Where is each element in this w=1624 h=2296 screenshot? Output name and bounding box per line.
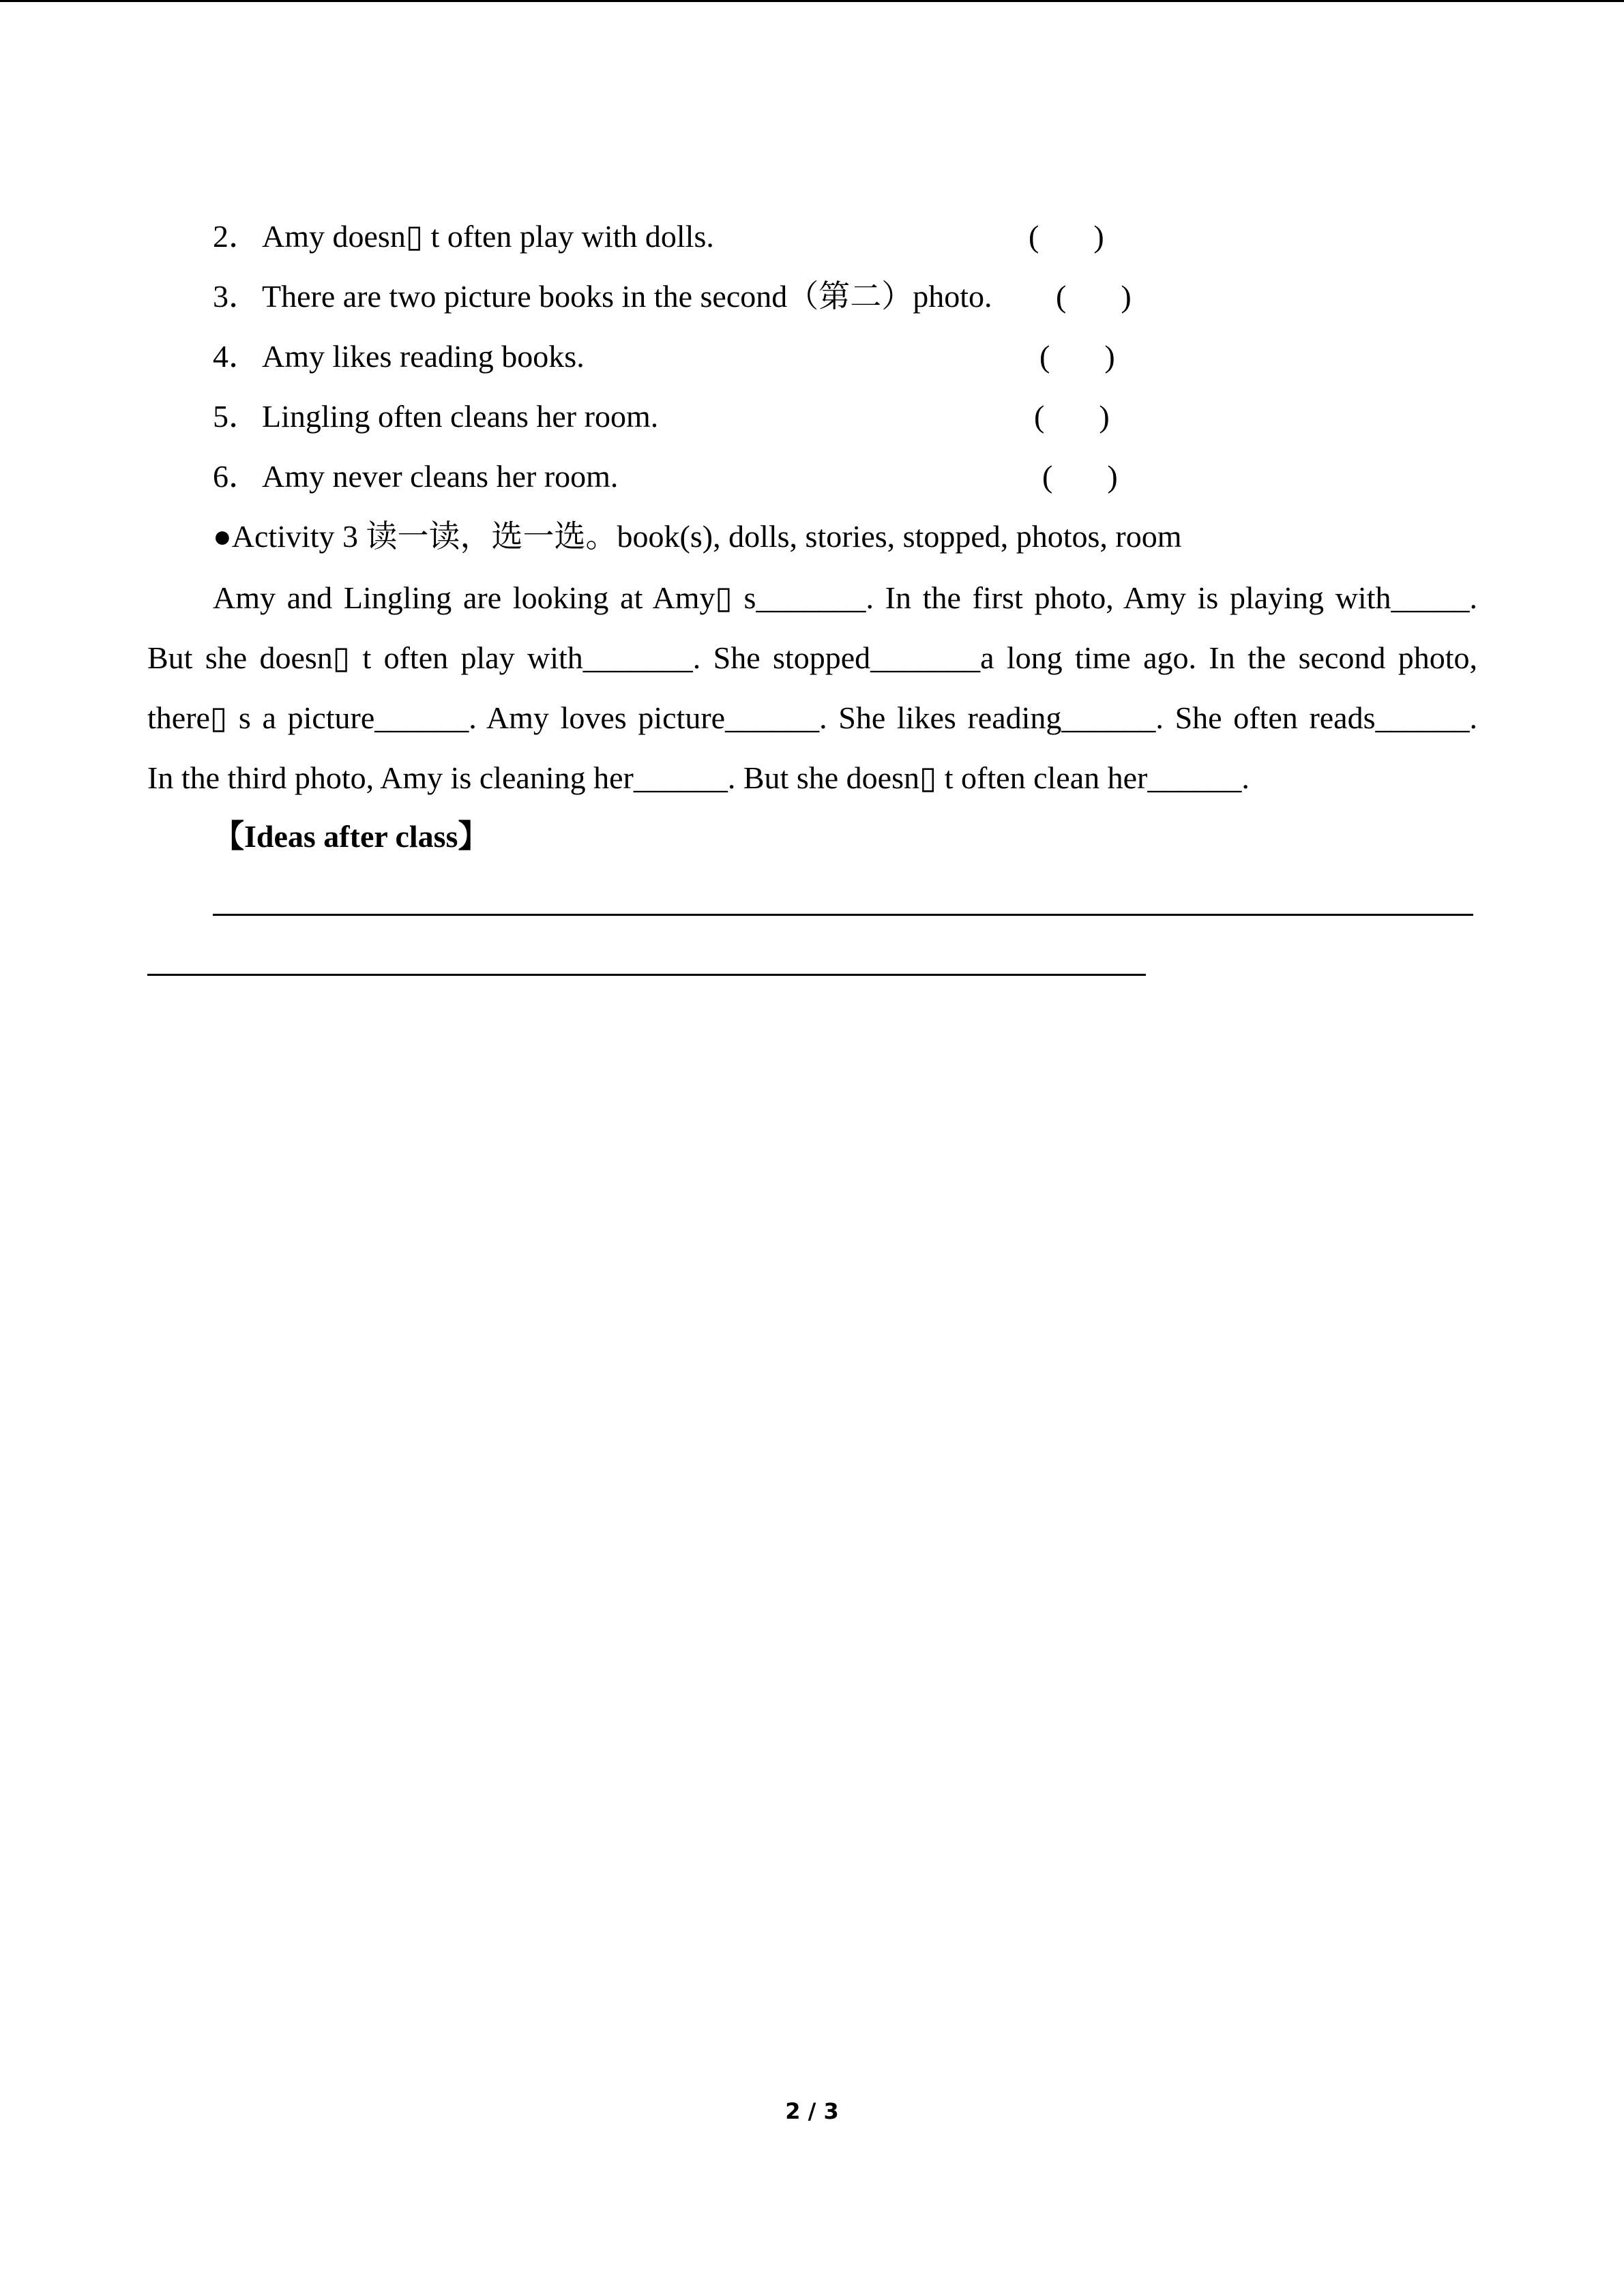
activity-3-title: ●Activity 3 读一读，选一选。book(s), dolls, stories, stopped, photos, room bbox=[213, 519, 1182, 554]
question-text: Amy doesn▯ t often play with dolls. bbox=[262, 219, 714, 254]
page-number: 2 / 3 bbox=[785, 2098, 839, 2124]
question-item-6 bbox=[213, 456, 618, 497]
passage-line-2: But she doesn▯ t often play with_______. She stopped_______a long time ago. In the second photo, bbox=[147, 640, 1477, 675]
question-text: Amy likes reading books. bbox=[262, 339, 585, 374]
question-item-3 bbox=[213, 276, 992, 317]
answer-parentheses[interactable]: ( ) bbox=[1042, 459, 1118, 494]
answer-parentheses[interactable]: ( ) bbox=[1029, 219, 1104, 254]
passage-line-4: In the third photo, Amy is cleaning her______. But she doesn▯ t often clean her______. bbox=[147, 760, 1250, 795]
question-text: There are two picture books in the second（第二）photo. bbox=[262, 279, 992, 314]
question-text: Amy never cleans her room. bbox=[262, 459, 619, 494]
question-number: 3． bbox=[213, 279, 260, 314]
question-number: 4． bbox=[213, 339, 260, 374]
question-item-2 bbox=[213, 216, 714, 257]
question-number: 5． bbox=[213, 399, 260, 434]
passage-line-1: Amy and Lingling are looking at Amy▯ s_______. In the first photo, Amy is playing with_____. bbox=[213, 580, 1477, 615]
page-top-border bbox=[0, 0, 1624, 2]
answer-parentheses[interactable]: ( ) bbox=[1039, 339, 1115, 374]
writing-line-2[interactable] bbox=[147, 974, 1146, 976]
answer-parentheses[interactable]: ( ) bbox=[1034, 399, 1110, 434]
passage-line-3: there▯ s a picture______. Amy loves picture______. She likes reading______. She often reads______. bbox=[147, 700, 1477, 735]
question-text: Lingling often cleans her room. bbox=[262, 399, 659, 434]
question-number: 2． bbox=[213, 219, 260, 254]
ideas-after-class-heading: 【Ideas after class】 bbox=[213, 819, 490, 854]
writing-line-1[interactable] bbox=[213, 914, 1473, 916]
question-item-5 bbox=[213, 396, 658, 437]
question-item-4 bbox=[213, 336, 585, 377]
answer-parentheses[interactable]: ( ) bbox=[1056, 279, 1132, 314]
question-number: 6． bbox=[213, 459, 260, 494]
